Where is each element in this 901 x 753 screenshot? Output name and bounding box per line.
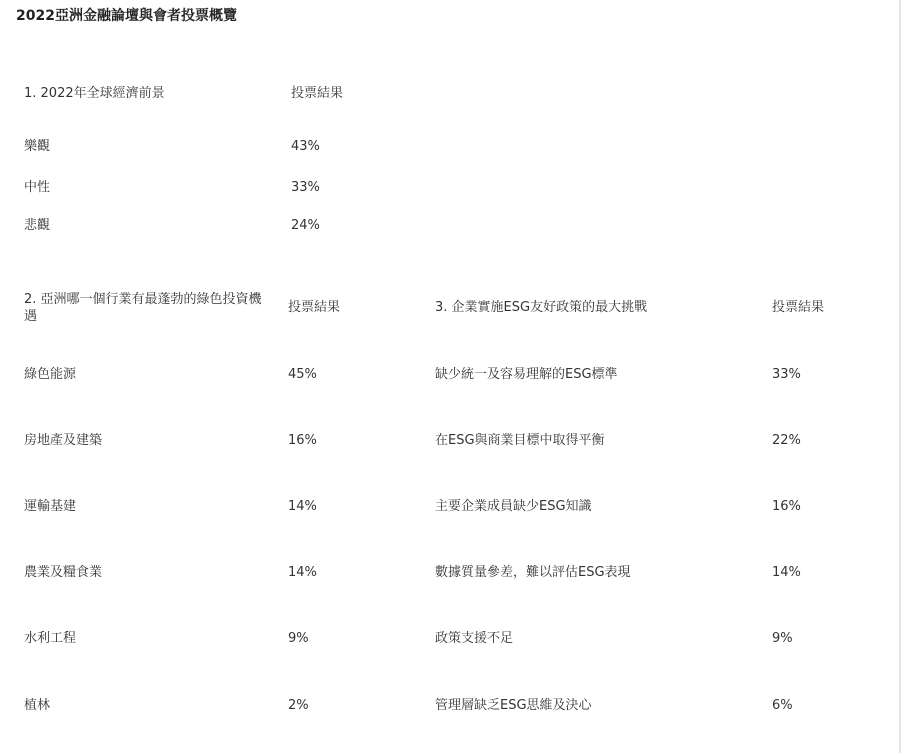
section2-row-value: 9%	[288, 631, 309, 646]
section3-row-label: 數據質量參差，難以評估ESG表現	[435, 565, 631, 580]
section1-row-label: 悲觀	[24, 218, 51, 233]
section3-row-value: 22%	[772, 433, 801, 448]
section2-row-label: 水利工程	[24, 631, 77, 646]
section2-row-label: 房地產及建築	[24, 433, 103, 448]
section2-row-value: 16%	[288, 433, 317, 448]
section1-question: 1. 2022年全球經濟前景	[24, 86, 165, 101]
section2-row-value: 14%	[288, 499, 317, 514]
section3-row-value: 6%	[772, 698, 793, 713]
section3-row-value: 33%	[772, 367, 801, 382]
section2-row-value: 14%	[288, 565, 317, 580]
section3-row-label: 在ESG與商業目標中取得平衡	[435, 433, 605, 448]
section3-row-value: 9%	[772, 631, 793, 646]
section3-question: 3. 企業實施ESG友好政策的最大挑戰	[435, 300, 648, 315]
section1-row-label: 樂觀	[24, 139, 51, 154]
section3-row-label: 主要企業成員缺少ESG知識	[435, 499, 592, 514]
section2-question: 2. 亞洲哪一個行業有最蓬勃的綠色投資機遇	[24, 292, 262, 324]
section3-row-label: 管理層缺乏ESG思維及決心	[435, 698, 592, 713]
section3-result-header: 投票結果	[772, 300, 825, 315]
section1-row-value: 33%	[291, 180, 320, 195]
section1-result-header: 投票結果	[291, 86, 344, 101]
section2-row-label: 農業及糧食業	[24, 565, 103, 580]
section3-row-label: 政策支援不足	[435, 631, 514, 646]
section1-row-value: 43%	[291, 139, 320, 154]
section2-row-value: 45%	[288, 367, 317, 382]
section2-row-label: 綠色能源	[24, 367, 77, 382]
section2-result-header: 投票結果	[288, 300, 341, 315]
section2-row-label: 運輸基建	[24, 499, 77, 514]
section1-row-label: 中性	[24, 180, 51, 195]
section2-row-value: 2%	[288, 698, 309, 713]
page-title: 2022亞洲金融論壇與會者投票概覽	[16, 8, 237, 24]
section3-row-value: 16%	[772, 499, 801, 514]
section3-row-label: 缺少統一及容易理解的ESG標準	[435, 367, 618, 382]
section1-row-value: 24%	[291, 218, 320, 233]
section3-row-value: 14%	[772, 565, 801, 580]
section2-row-label: 植林	[24, 698, 51, 713]
